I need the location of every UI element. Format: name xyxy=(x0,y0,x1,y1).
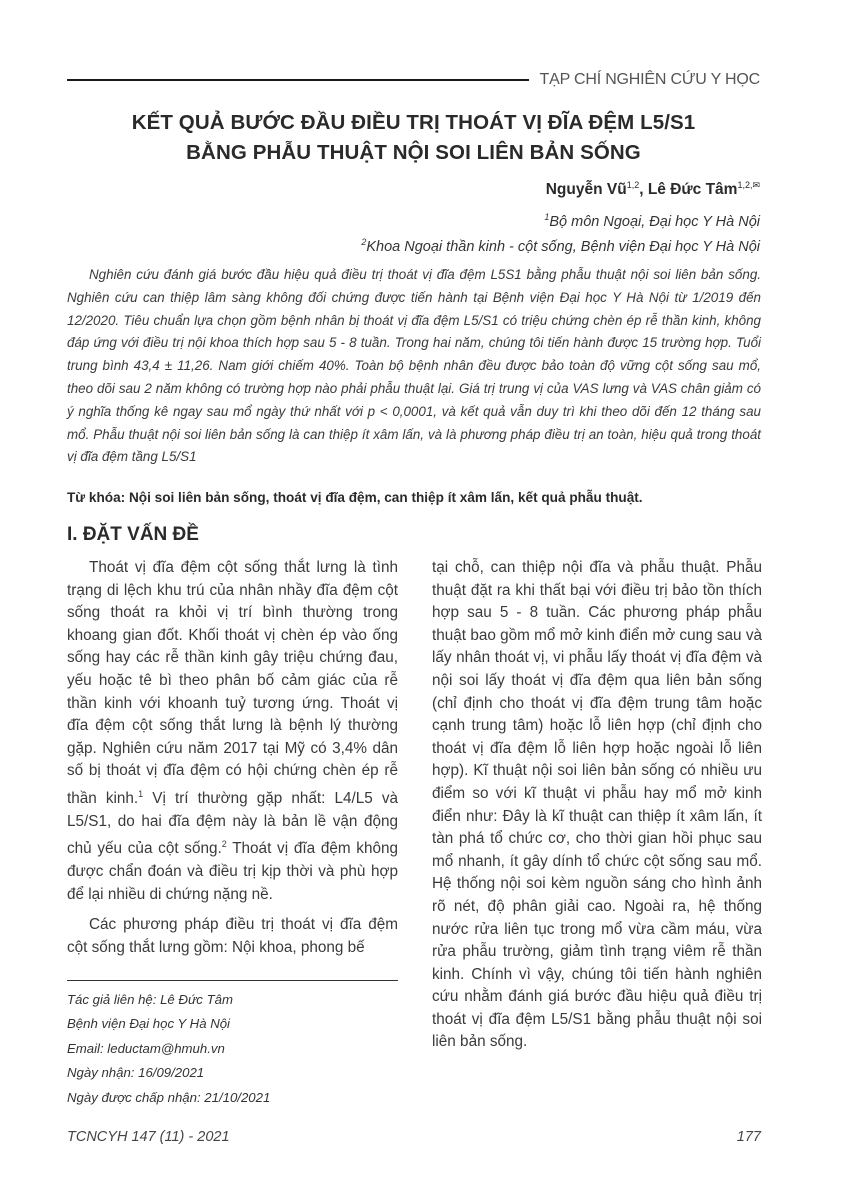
author-separator: , xyxy=(639,181,648,199)
footnote-divider xyxy=(67,980,398,981)
author-name: Lê Đức Tâm xyxy=(647,181,738,199)
page-number: 177 xyxy=(736,1129,761,1145)
affiliation-marker: 1 xyxy=(544,212,550,222)
title-line-1: KẾT QUẢ BƯỚC ĐẦU ĐIỀU TRỊ THOÁT VỊ ĐĨA ĐỆM L5/S1 xyxy=(131,111,696,134)
footnote-line: Ngày được chấp nhận: 21/10/2021 xyxy=(67,1089,271,1105)
section-heading: I. ĐẶT VẤN ĐỀ xyxy=(67,524,199,545)
author-list xyxy=(546,174,760,201)
affiliation xyxy=(361,232,760,257)
title-line-2: BẰNG PHẪU THUẬT NỘI SOI LIÊN BẢN SỐNG xyxy=(186,141,641,164)
journal-citation: TCNCYH 147 (11) - 2021 xyxy=(67,1129,230,1145)
body-column-left xyxy=(67,557,398,959)
affiliation-text: Khoa Ngoại thần kinh - cột sống, Bệnh viện Đại học Y Hà Nội xyxy=(366,238,760,255)
author-affiliation-marker: 1,2,✉ xyxy=(737,180,760,190)
journal-name: TẠP CHÍ NGHIÊN CỨU Y HỌC xyxy=(529,68,760,92)
body-paragraph: Thoát vị đĩa đệm cột sống thắt lưng là tình trạng di lệch khu trú của nhân nhầy đĩa đệm cột sống thoát ra khỏi vị trí bình thường trong khoang gian đốt. Khối thoát vị chèn ép vào ống sống hay các rễ thần kinh gây triệu chứng đau, yếu hoặc tê bì theo phân bố cảm giác của rễ thần kinh với khoanh tuỷ tương ứng. Thoát vị đĩa đệm cột sống thắt lưng là bệnh lý thường gặp. Nghiên cứu năm 2017 tại Mỹ có 3,4% dân số bị thoát vị đĩa đệm có hội chứng chèn ép rễ thần kinh.$^1$ Vị trí thường gặp nhất: L4/L5 và L5/S1, do hai đĩa đệm này là bản lề vận động chủ yếu của cột sống.$^2$ Thoát vị đĩa đệm không được chẩn đoán và điều trị kịp thời và phù hợp để lại nhiều di chứng nặng nề. xyxy=(67,559,398,903)
affiliation xyxy=(544,207,760,232)
body-column-right xyxy=(432,557,762,1054)
affiliation-text: Bộ môn Ngoại, Đại học Y Hà Nội xyxy=(549,213,760,230)
footnote-line: Ngày nhận: 16/09/2021 xyxy=(67,1065,205,1081)
abstract: Nghiên cứu đánh giá bước đầu hiệu quả điều trị thoát vị đĩa đệm L5S1 bằng phẫu thuật nội soi liên bản sống. Nghiên cứu can thiệp lâm sàng không đối chứng được tiến hành tại Bệnh viện Đại học Y Hà Nội từ 1/2019 đến 12/2020. Tiêu chuẩn lựa chọn gồm bệnh nhân bị thoát vị đĩa đệm L5/S1 có triệu chứng chèn ép rễ thần kinh, không đáp ứng với điều trị nội khoa thích hợp sau 5 - 8 tuần. Trong hai năm, chúng tôi tiến hành được 15 trường hợp. Tuổi trung bình 43,4 ± 11,26. Nam giới chiếm 40%. Toàn bộ bệnh nhân đều được bảo toàn độ vững cột sống sau mổ, theo dõi sau 2 năm không có trường hợp nào phải phẫu thuật lại. Giá trị trung vị của VAS lưng và VAS chân giảm có ý nghĩa thống kê ngay sau mổ ngày thứ nhất với p < 0,0001, và kết quả vẫn duy trì khi theo dõi đến 12 tháng sau mổ. Phẫu thuật nội soi liên bản sống là can thiệp ít xâm lấn, và là phương pháp điều trị an toàn, hiệu quả trong thoát vị đĩa đệm tầng L5/S1 xyxy=(67,267,761,465)
article-title xyxy=(67,108,760,168)
citation-marker: 1 xyxy=(138,788,144,799)
author-affiliation-marker: 1,2 xyxy=(626,180,640,190)
affiliation-marker: 2 xyxy=(361,237,367,247)
body-paragraph: tại chỗ, can thiệp nội đĩa và phẫu thuật. Phẫu thuật đặt ra khi thất bại với điều trị bảo tồn thích hợp sau 5 - 8 tuần. Các phương pháp phẫu thuật bao gồm mổ mở kinh điển mở cung sau và lấy nhân thoát vị, vi phẫu lấy thoát vị đĩa đệm và nội soi lấy thoát vị đĩa đệm qua liên bản sống (chỉ định cho thoát vị đĩa đệm trung tâm hoặc cạnh trung tâm) hoặc lỗ liên hợp (chỉ định cho thoát vị đĩa đệm lỗ liên hợp hoặc ngoài lỗ liên hợp). Kĩ thuật nội soi liên bản sống có nhiều ưu điểm so với kĩ thuật vi phẫu hay mổ mở kinh điển như: Đây là kĩ thuật can thiệp ít xâm lấn, ít tàn phá tổ chức cơ, cho thời gian hồi phục sau mổ nhanh, ít gây dính tổ chức cột sống sau mổ. Hệ thống nội soi kèm nguồn sáng cho hình ảnh rõ nét, độ phân giải cao. Ngoài ra, hệ thống nước rửa liên tục trong mổ vừa cầm máu, vừa rửa phẫu trường, giảm tình trạng viêm rễ thần kinh. Chính vì vậy, chúng tôi tiến hành nghiên cứu nhằm đánh giá bước đầu hiệu quả điều trị thoát vị đĩa đệm L5/S1 bằng phẫu thuật nội soi liên bản sống. xyxy=(432,559,762,1051)
correspondence-footnotes xyxy=(67,988,270,1110)
keywords: Từ khóa: Nội soi liên bản sống, thoát vị đĩa đệm, can thiệp ít xâm lấn, kết quả phẫu thuật. xyxy=(67,490,643,505)
footnote-line: Bệnh viện Đại học Y Hà Nội xyxy=(67,1016,230,1032)
footnote-line: Email: leductam@hmuh.vn xyxy=(67,1040,225,1056)
citation-marker: 2 xyxy=(221,839,227,850)
footnote-line: Tác giả liên hệ: Lê Đức Tâm xyxy=(67,992,233,1007)
author-name: Nguyễn Vũ xyxy=(545,181,627,199)
body-paragraph: Các phương pháp điều trị thoát vị đĩa đệm cột sống thắt lưng gồm: Nội khoa, phong bế xyxy=(67,916,398,956)
